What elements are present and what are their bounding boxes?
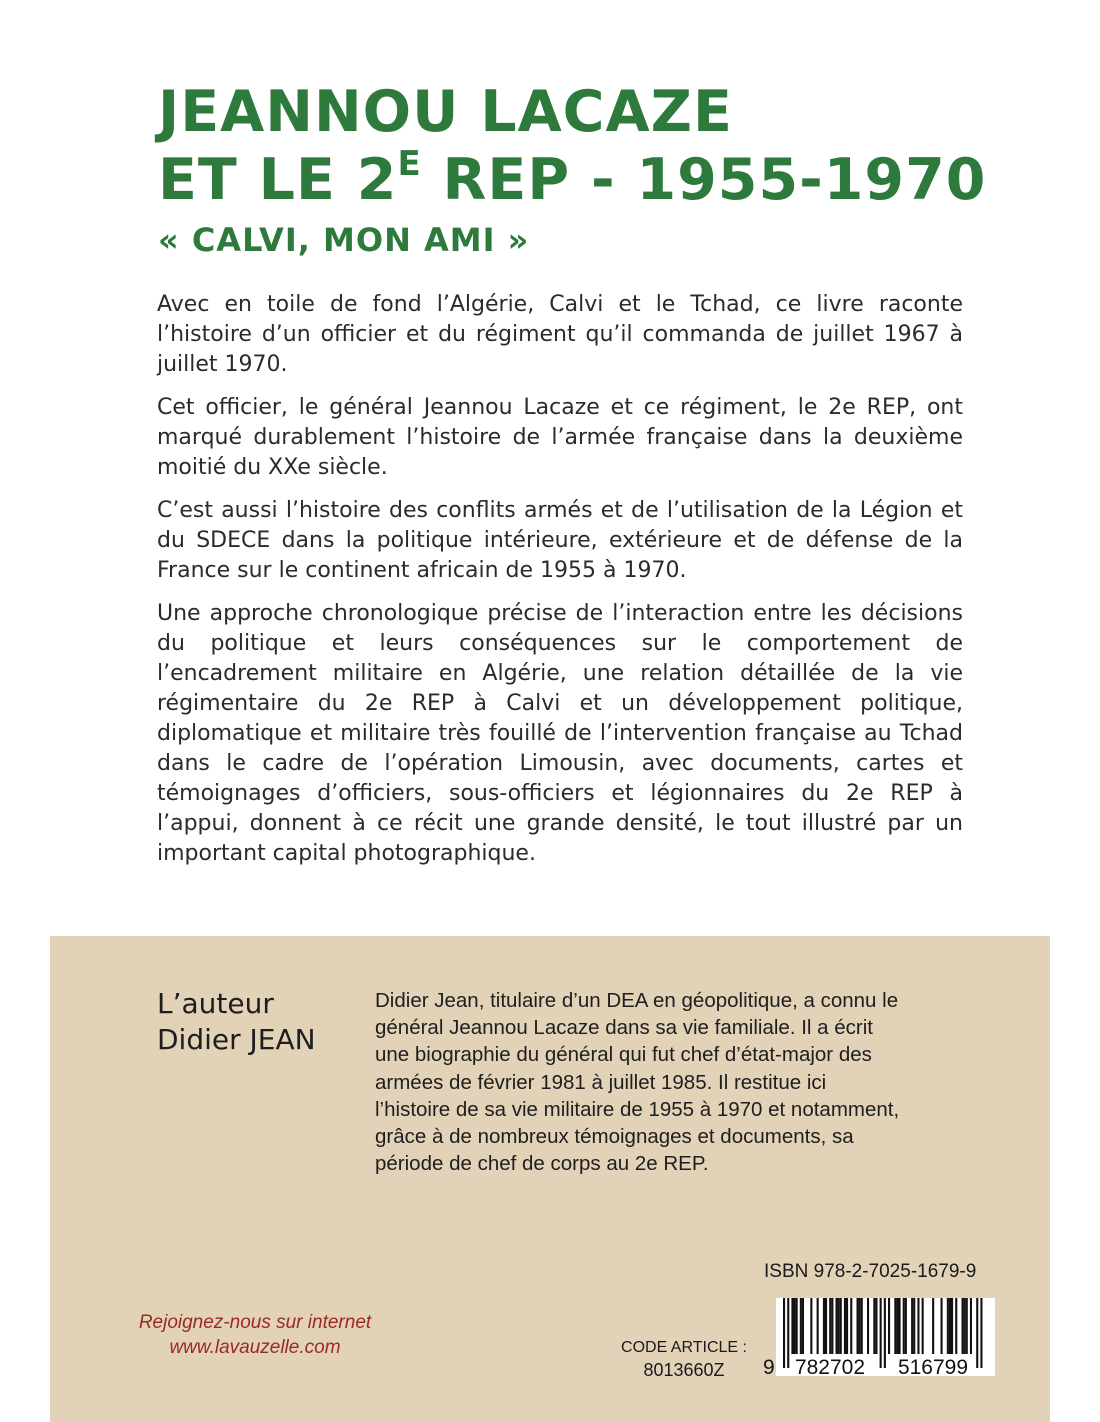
barcode-guard-bar [880,1298,882,1368]
book-title-line-1: JEANNOU LACAZE [158,79,733,145]
barcode-bar [964,1298,966,1354]
summary-paragraph: Une approche chronologique précise de l’interaction entre les décisions du politique et leurs conséquences sur le comportement de l’encadrement militaire en Algérie, une relation détaillée de la vie régimentaire du 2e REP à Calvi et un développement politique, diplomatique et militaire très fouillé de l’intervention française au Tchad dans le cadre de l’opération Limousin, avec documents, cartes et témoignages d’officiers, sous-officiers et légionnaires du 2e REP à l’appui, donnent à ce récit une grande densité, le tout illustré par un important capital photographique. [157,601,963,866]
barcode-bar [791,1298,793,1354]
website-link[interactable]: www.lavauzelle.com [169,1337,341,1358]
barcode-bar [911,1298,913,1354]
barcode-bar [857,1298,859,1354]
barcode-bar [894,1298,896,1354]
barcode-bar [896,1298,898,1354]
barcode-bar [875,1298,877,1354]
author-bio: Didier Jean, titulaire d’un DEA en géopolitique, a connu le général Jeannou Lacaze dans sa vie familiale. Il a écrit une biographie du général qui fut chef d’état-major des armées de février 1981 à juillet 1985. Il restitue ici l’histoire de sa vie militaire de 1955 à 1970 et notamment, grâce à de nombreux témoignages et documents, sa période de chef de corps au 2e REP. [375,989,900,1176]
title-superscript: E [397,144,422,184]
barcode-bar [951,1298,953,1354]
barcode-bar [861,1298,863,1354]
barcode-bar [888,1298,890,1354]
article-code-value: 8013660Z [643,1360,725,1380]
barcode-bar [802,1298,804,1354]
website-block [110,1310,400,1360]
barcode-bar [825,1298,827,1354]
barcode-bar [947,1298,949,1354]
barcode-bar [810,1298,812,1354]
barcode-bar [873,1298,875,1354]
summary-paragraph: C’est aussi l’histoire des conflits armés et de l’utilisation de la Légion et du SDECE dans la politique intérieure, extérieure et de défense de la France sur le continent africain de 1955 à 1970. [157,498,963,583]
barcode-bar [941,1298,943,1354]
barcode-guard-bar [783,1298,785,1368]
barcode-bar [846,1298,848,1354]
barcode-bar [917,1298,919,1354]
title-line-2-suffix: REP - 1955-1970 [421,147,987,213]
author-name: Didier JEAN [157,1023,316,1056]
article-code [616,1337,752,1381]
barcode-bar [899,1298,901,1354]
title-line-2-prefix: ET LE 2 [158,147,398,213]
author-label: L’auteur [157,987,274,1020]
barcode-bar [903,1298,905,1354]
book-subtitle: « CALVI, MON AMI » [158,221,530,259]
barcode-bar [823,1298,825,1354]
barcode-bar [859,1298,861,1354]
barcode-bar [838,1298,840,1354]
barcode-bar [850,1298,852,1354]
barcode-guard-bar [884,1298,886,1368]
barcode-bar [955,1298,957,1354]
article-code-label: CODE ARTICLE : [621,1339,747,1356]
barcode-guard-bar [976,1298,978,1368]
barcode-right-digits: 516799 [897,1356,969,1376]
barcode-bar [962,1298,964,1354]
book-title-line-2 [158,144,987,214]
barcode-bar [922,1298,924,1354]
barcode-left-digits: 782702 [794,1356,866,1376]
barcode-bar [844,1298,846,1354]
barcode-guard-bar [787,1298,789,1368]
barcode-bar [836,1298,838,1354]
barcode-bar [913,1298,915,1354]
barcode-bar [796,1298,798,1354]
barcode-guard-bar [980,1298,982,1368]
author-panel [50,936,1050,1422]
book-summary [157,290,963,882]
barcode-bar [905,1298,907,1354]
summary-paragraph: Avec en toile de fond l’Algérie, Calvi et le Tchad, ce livre raconte l’histoire d’un officier et du régiment qu’il commanda de juillet 1967 à juillet 1970. [157,292,963,377]
title-block [158,78,987,262]
barcode-bar [840,1298,842,1354]
barcode-bar [794,1298,796,1354]
barcode-bar [970,1298,972,1354]
website-tagline: Rejoignez-nous sur internet [138,1312,372,1333]
barcode-bar [831,1298,833,1354]
summary-paragraph: Cet officier, le général Jeannou Lacaze et ce régiment, le 2e REP, ont marqué durablement l’histoire de l’armée française dans la deuxième moitié du XXe siècle. [157,395,963,480]
barcode [763,1298,995,1376]
barcode-bar [800,1298,802,1354]
author-heading [157,986,316,1058]
barcode-bar [867,1298,869,1354]
barcode-bar [817,1298,819,1354]
barcode-first-digit: 9 [763,1356,775,1376]
isbn-number: ISBN 978-2-7025-1679-9 [764,1261,977,1282]
barcode-bar [949,1298,951,1354]
barcode-bar [829,1298,831,1354]
barcode-bar [966,1298,968,1354]
barcode-bar [932,1298,934,1354]
